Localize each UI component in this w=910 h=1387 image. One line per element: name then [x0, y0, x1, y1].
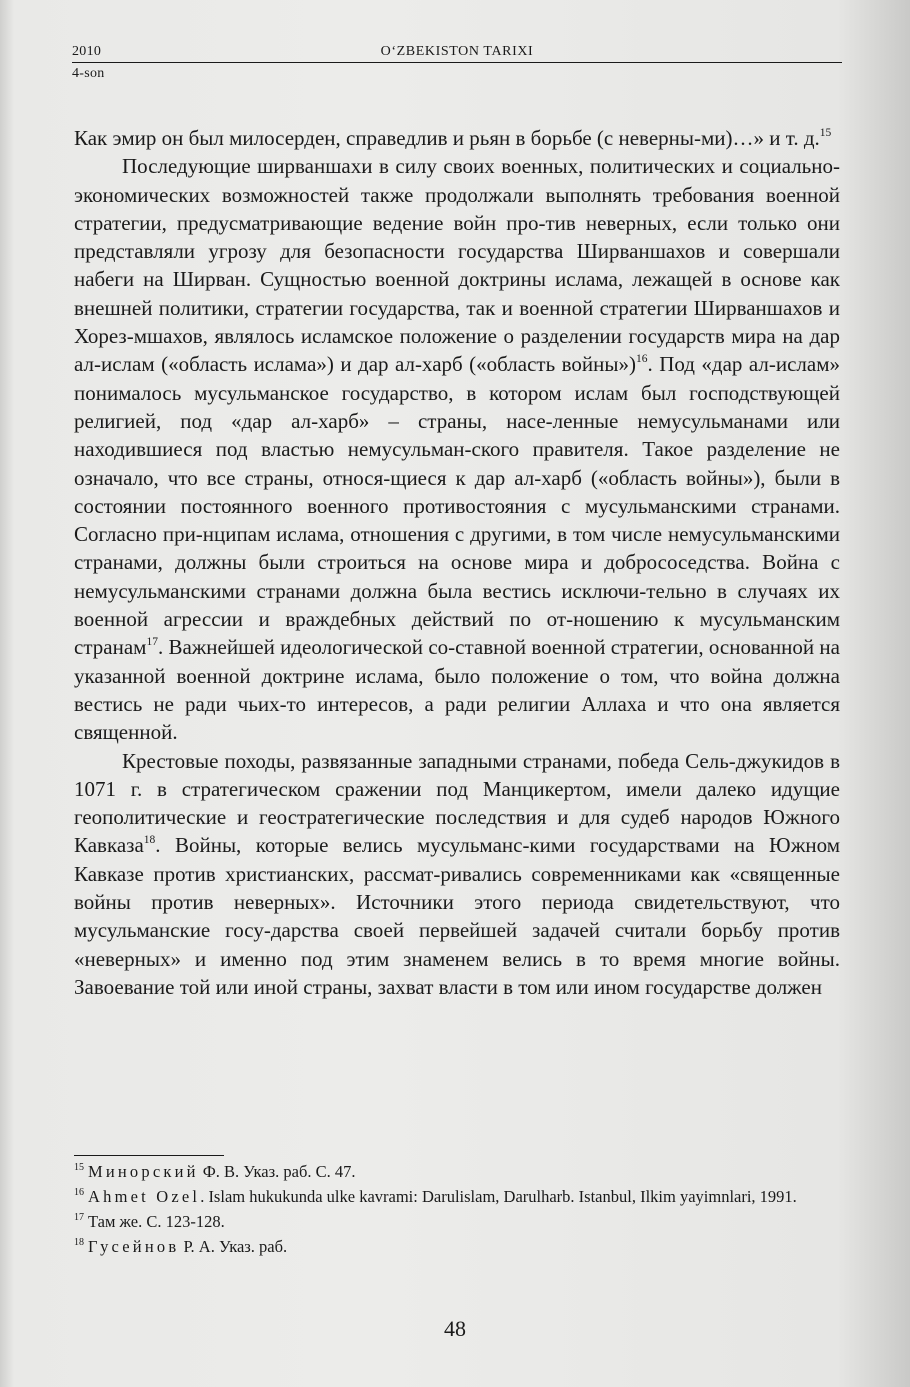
header-rule [72, 62, 842, 63]
paragraph-2: Последующие ширваншахи в силу своих военных, политических и социально-экономических возможностей также продолжали выполнять требования военной стратегии, предусматривающие ведение войн про-тив неверных, если только они представляли угрозу для безопасности государства Ширваншахов и совершали набеги на Ширван. Сущностью военной доктрины ислама, лежащей в основе как внешней политики, стратегии государства, так и военной стратегии Ширваншахов и Хорез-мшахов, являлось исламское положение о разделении государств мира на дар ал-ислам («область ислама») и дар ал-харб («область войны»)$^{16}$. Под «дар ал-ислам» понималось мусульманское государство, в котором ислам был господствующей религией, под «дар ал-харб» – страны, насе-ленные немусульманами или находившиеся под властью немусульман-ского правителя. Такое разделение не означало, что все страны, относя-щиеся к дар ал-харб («область войны»), были в состоянии постоянного военного противостояния с мусульманскими странами. Согласно при-нципам ислама, отношения с другими, в том числе немусульманскими странами, должны были строиться на основе мира и добрососедства. Война с немусульманскими странами должна была вестись исключи-тельно в случаях их военной агрессии и враждебных действий по от-ношению к мусульманским странам$^{17}$. Важнейшей идеологической со-ставной военной стратегии, основанной на указанной военной доктрине ислама, было положение о том, что война должна вестись не ради чьих-то интересов, а ради религии Аллаха и что она является священной. [74, 154, 840, 745]
footnote-17: $^{17}$ Там же. С. 123-128. [74, 1212, 225, 1231]
running-header [72, 44, 842, 86]
footnote-separator [74, 1155, 224, 1156]
footnote-18: $^{18}$ Гусейнов Р. А. Указ. раб. [74, 1237, 288, 1256]
paragraph-3: Крестовые походы, развязанные западными странами, победа Сель-джукидов в 1071 г. в стратегическом сражении под Манцикертом, имели далеко идущие геополитические и геостратегические последствия и для судеб народов Южного Кавказа$^{18}$. Войны, которые велись мусульманс-кими государствами на Южном Кавказе против христианских, рассмат-ривались современниками как «священные войны против неверных». Источники этого периода свидетельствуют, что мусульманские госу-дарства своей первейшей задачей считали борьбу против «неверных» и именно под этим знаменем велись в то время многие войны. Завоевание той или иной страны, захват власти в том или ином государстве должен [74, 748, 840, 999]
header-journal-title: O‘ZBEKISTON TARIXI [380, 44, 534, 59]
footnote-author: Минорский [88, 1162, 199, 1181]
footnotes [74, 1159, 840, 1259]
header-year: 2010 [72, 44, 102, 59]
footnote-15: $^{15}$ Минорский Ф. В. Указ. раб. С. 47. [74, 1162, 356, 1181]
header-issue: 4-son [72, 66, 105, 81]
footnote-ref-16[interactable]: 16 [636, 353, 648, 366]
footnote-author: Ahmet Ozel [88, 1187, 201, 1206]
page-number: 48 [444, 1316, 466, 1341]
article-body [74, 124, 840, 1001]
paragraph-1: Как эмир он был милосерден, справедлив и рьян в борьбе (с неверны-ми)…» и т. д.$^{15}$ [74, 126, 832, 150]
footnote-ref-17[interactable]: 17 [146, 636, 158, 649]
footnote-ref-18[interactable]: 18 [143, 834, 156, 847]
footnote-ref-15[interactable]: 15 [819, 127, 832, 139]
footnote-author: Гусейнов [88, 1237, 180, 1256]
footnote-16: $^{16}$ Ahmet Ozel. Islam hukukunda ulke kavrami: Darulislam, Darulharb. Istanbul, Ilkim yayimnlari, 1991. [74, 1187, 797, 1206]
